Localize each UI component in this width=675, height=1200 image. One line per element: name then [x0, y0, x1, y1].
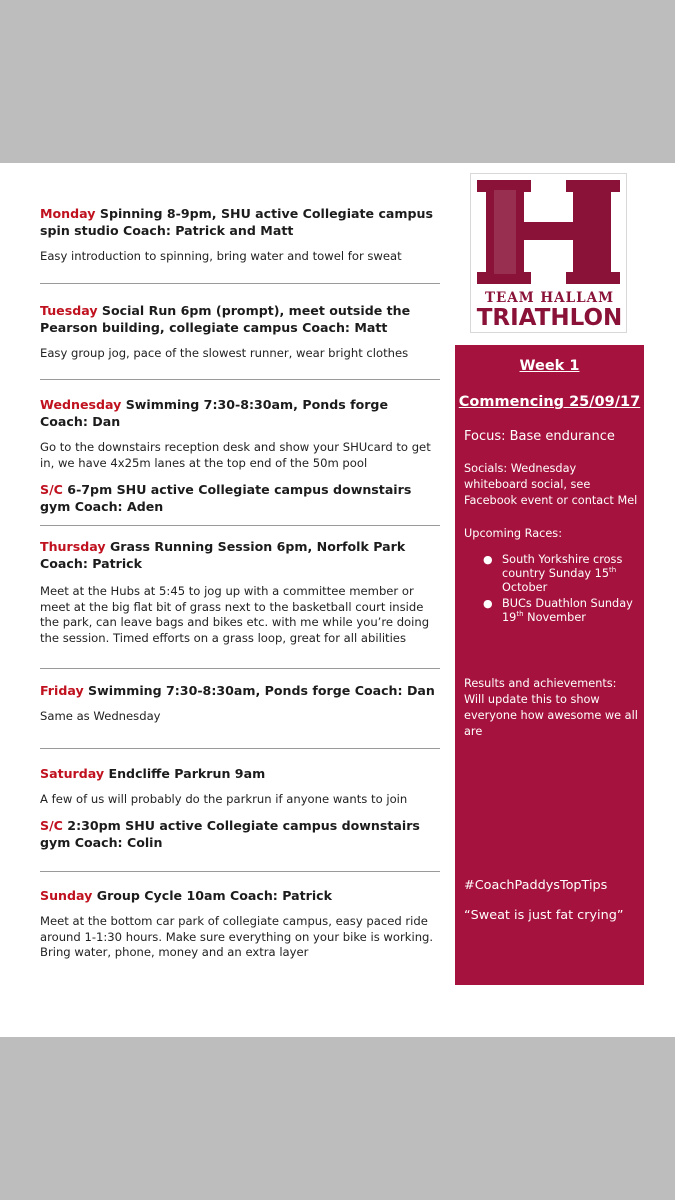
day-name: Monday	[40, 206, 96, 221]
session-details: Group Cycle 10am Coach: Patrick	[92, 888, 333, 903]
hashtag: #CoachPaddysTopTips	[464, 878, 608, 893]
strength-conditioning-session	[40, 481, 440, 515]
socials-text: Socials: Wednesday whiteboard social, see Facebook event or contact Mel	[464, 462, 638, 507]
team-hallam-logo	[470, 173, 627, 333]
session-description: Same as Wednesday	[40, 709, 161, 723]
session-description: Go to the downstairs reception desk and show your SHUcard to get in, we have 4x25m lanes at the top end of the 50m pool	[40, 440, 431, 470]
session-description: Meet at the Hubs at 5:45 to jog up with a committee member or meet at the big flat bit of grass next to the basketball court inside the park, can leave bags and bikes etc. with me while you’re doing the session. Timed efforts on a grass loop, great for all abilities	[40, 584, 430, 645]
session-heading	[40, 887, 440, 904]
session-description: Easy introduction to spinning, bring water and towel for sweat	[40, 249, 402, 263]
sc-details: 6-7pm SHU active Collegiate campus downstairs gym Coach: Aden	[40, 482, 412, 514]
logo-sport: TRIATHLON	[476, 305, 623, 331]
day-name: Tuesday	[40, 302, 98, 318]
bullet-icon: ●	[483, 597, 493, 610]
upcoming-races-label: Upcoming Races:	[464, 527, 563, 540]
session-heading	[40, 302, 440, 336]
results-text: Results and achievements: Will update this to show everyone how awesome we all are	[464, 677, 638, 738]
week-title: Week 1	[519, 358, 580, 374]
day-name: Saturday	[40, 765, 105, 781]
sc-details: 2:30pm SHU active Collegiate campus downstairs gym Coach: Colin	[40, 818, 420, 850]
session-details: Spinning 8-9pm, SHU active Collegiate campus spin studio Coach: Patrick and Matt	[40, 206, 434, 238]
document-page	[0, 163, 675, 1037]
coach-quote: “Sweat is just fat crying”	[464, 908, 624, 923]
session-heading	[40, 396, 440, 430]
bullet-icon: ●	[483, 553, 493, 566]
sc-label: S/C	[40, 818, 63, 833]
schedule-monday	[40, 205, 440, 283]
session-heading	[40, 682, 440, 699]
schedule-tuesday	[40, 284, 440, 380]
schedule-sunday	[40, 872, 440, 961]
day-name: Sunday	[40, 888, 93, 903]
session-details: Swimming 7:30-8:30am, Ponds forge Coach: Dan	[40, 397, 388, 429]
commencing-date: Commencing 25/09/17	[458, 394, 641, 410]
strength-conditioning-session	[40, 817, 440, 851]
schedule-thursday	[40, 526, 440, 668]
day-name: Friday	[40, 683, 84, 698]
week-info-panel	[455, 345, 644, 985]
session-details: Social Run 6pm (prompt), meet outside the Pearson building, collegiate campus Coach: Matt	[40, 302, 411, 335]
schedule-saturday	[40, 749, 440, 872]
schedule-wednesday	[40, 380, 440, 525]
list-item: ● South Yorkshire cross country Sunday 15th October	[483, 553, 623, 594]
h-emblem-icon	[477, 180, 620, 284]
weekly-schedule	[40, 205, 440, 961]
logo-team-name: TEAM HALLAM	[484, 290, 615, 306]
session-description: Easy group jog, pace of the slowest runner, wear bright clothes	[40, 345, 409, 360]
schedule-friday	[40, 669, 440, 748]
races-list	[481, 553, 639, 627]
session-heading	[40, 765, 440, 782]
day-name: Thursday	[40, 539, 106, 554]
session-details: Swimming 7:30-8:30am, Ponds forge Coach: Dan	[83, 683, 435, 698]
session-description: Meet at the bottom car park of collegiate campus, easy paced ride around 1-1:30 hours. Make sure everything on your bike is working. Bring water, phone, money and an extra layer	[40, 914, 434, 959]
session-details: Grass Running Session 6pm, Norfolk Park Coach: Patrick	[40, 539, 406, 571]
day-name: Wednesday	[40, 397, 122, 412]
sc-label: S/C	[40, 482, 63, 497]
focus-text: Focus: Base endurance	[464, 429, 615, 444]
list-item: ● BUCs Duathlon Sunday 19th November	[483, 597, 633, 624]
session-details: Endcliffe Parkrun 9am	[104, 765, 266, 781]
session-description: A few of us will probably do the parkrun if anyone wants to join	[40, 791, 408, 806]
session-heading	[40, 538, 440, 572]
session-heading	[40, 205, 440, 239]
